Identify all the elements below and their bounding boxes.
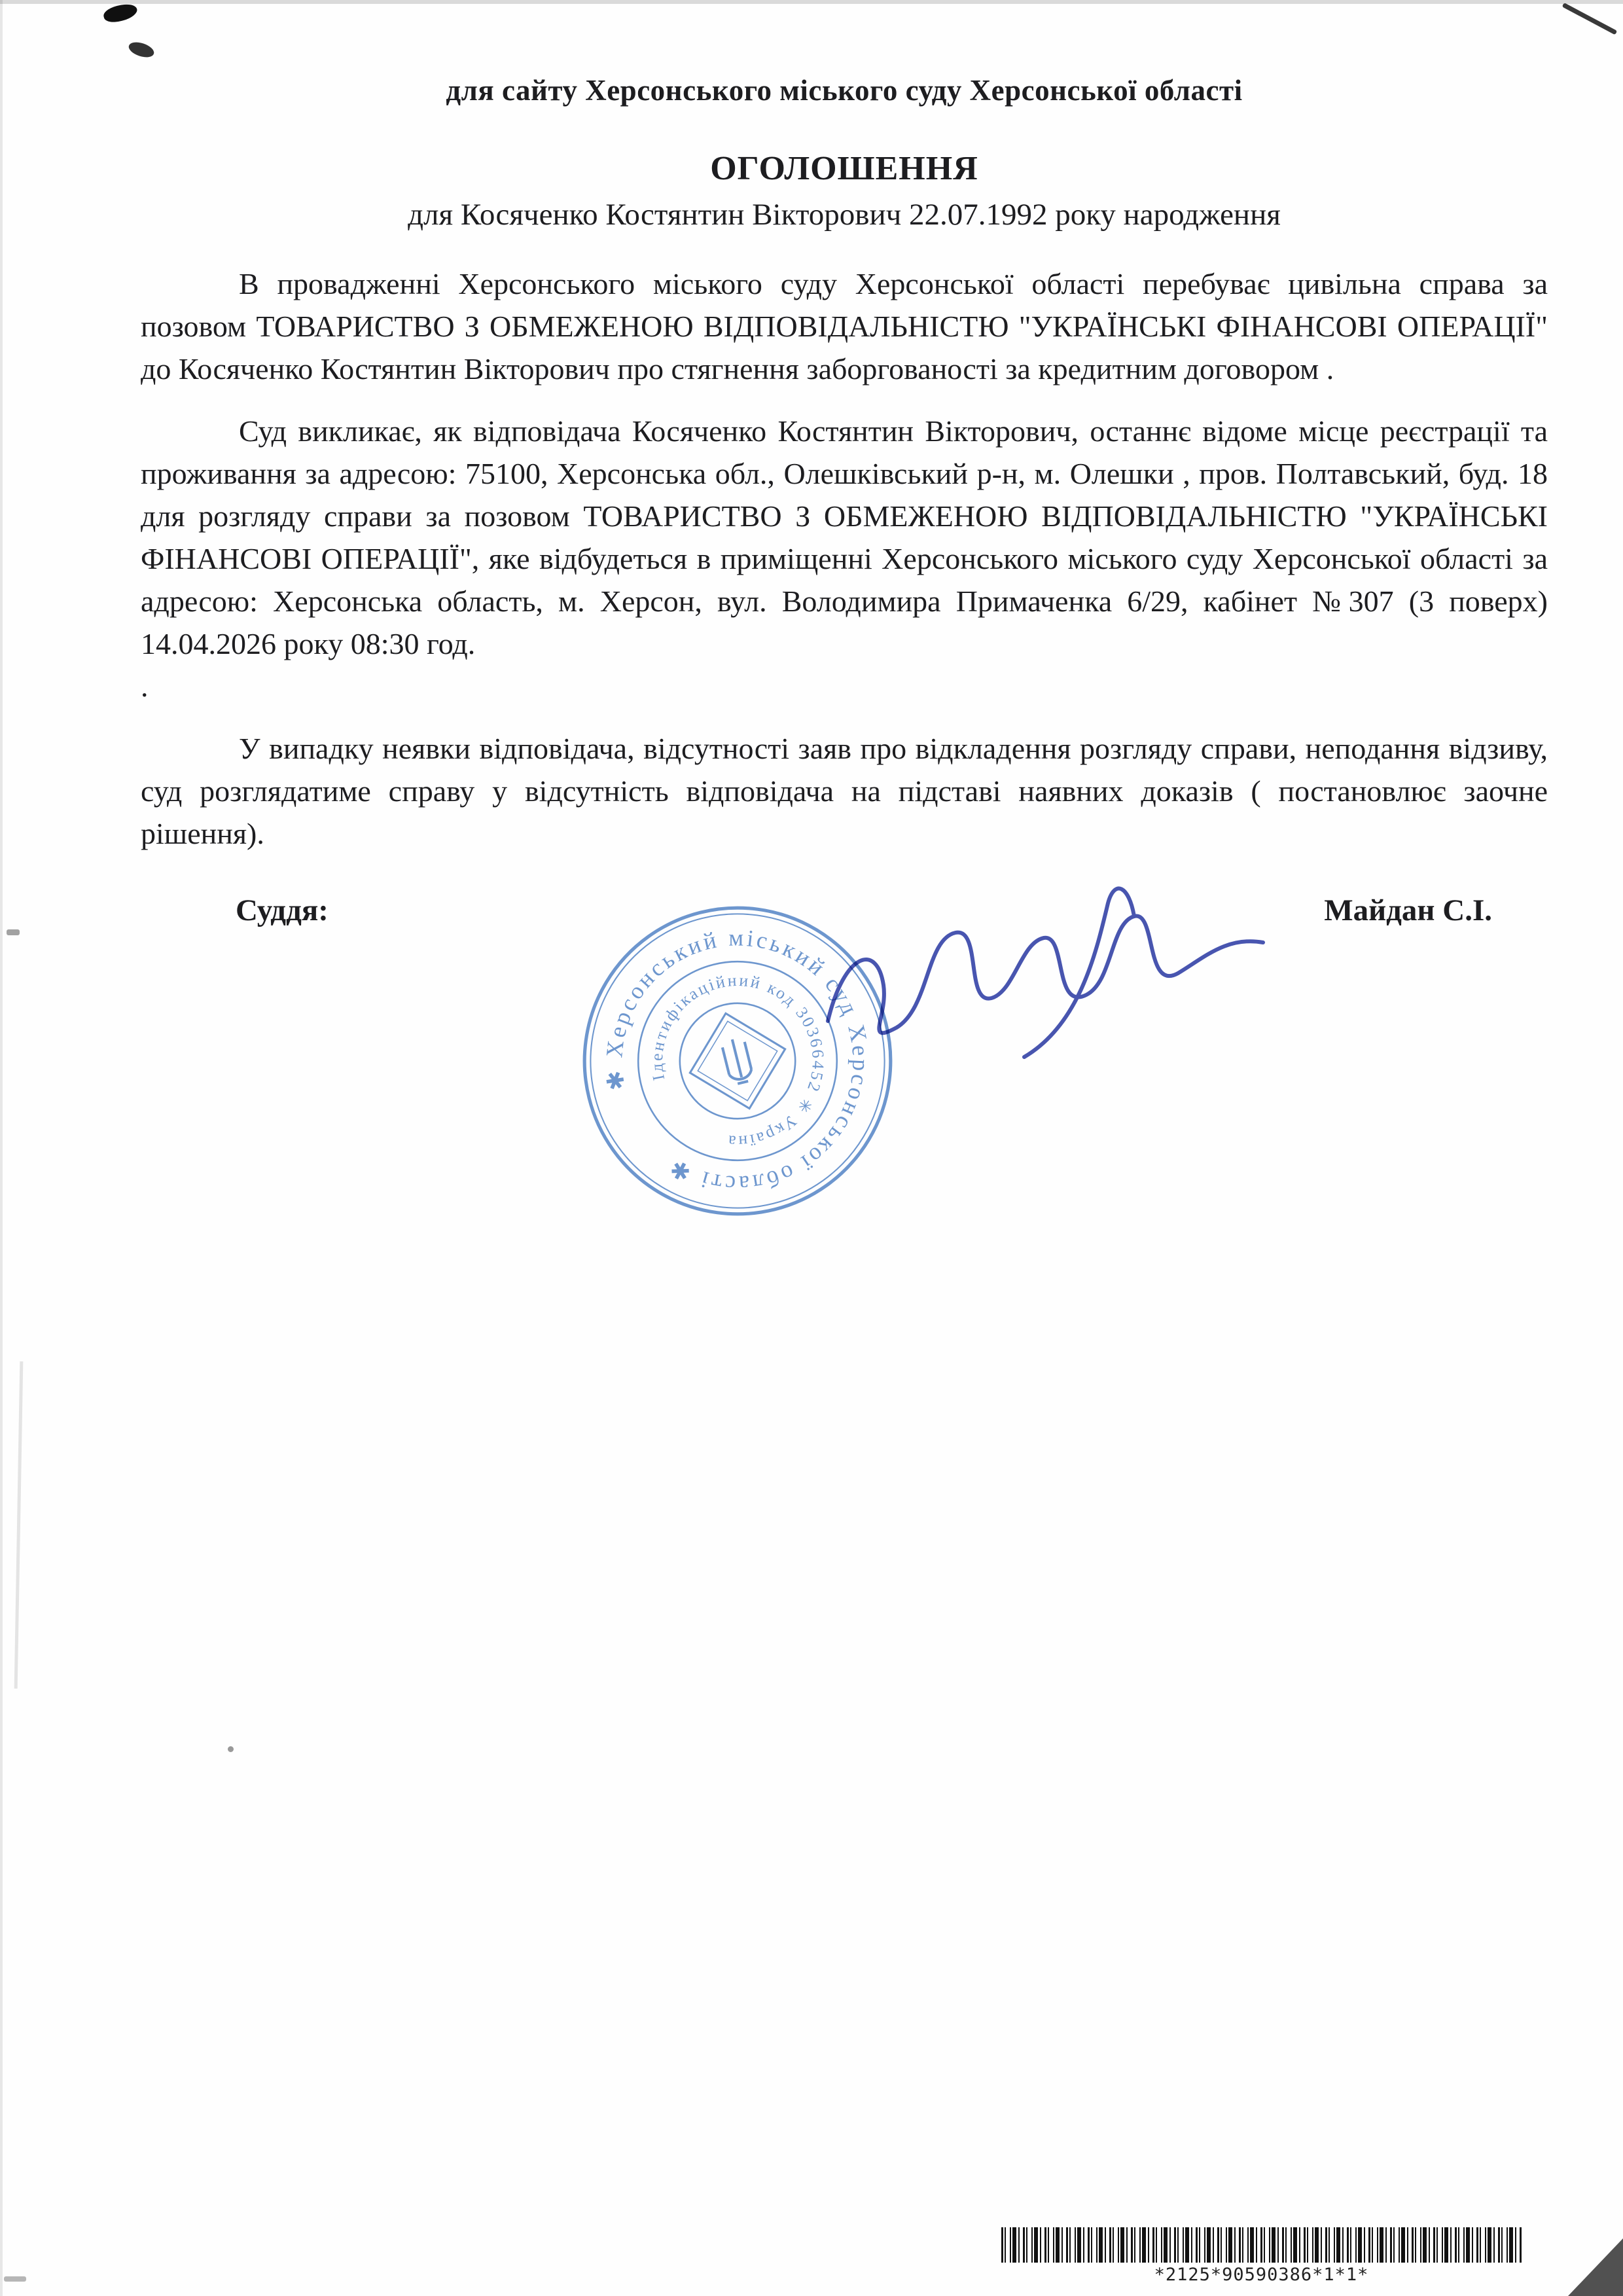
document-title: ОГОЛОШЕННЯ [710,150,978,187]
paragraph-case-intro: В провадженні Херсонського міського суду Херсонської області перебуває цивільна справа за позовом ТОВАРИСТВО З ОБМЕЖЕНОЮ ВІДПОВІДАЛЬНІСТЮ "УКРАЇНСЬКІ ФІНАНСОВІ ОПЕРАЦІЇ" до Косяченко Костянтин Вікторович про стягнення заборгованості за кредитним договором . [141,267,1548,386]
judge-name: Майдан С.І. [1324,893,1492,927]
scan-artifact-corner-fold [1568,2238,1623,2296]
barcode-bars [1001,2227,1522,2263]
barcode-label: *2125*90590386*1*1* [1154,2265,1369,2285]
document-content [0,0,1623,928]
scan-artifact-mark [4,2276,26,2282]
paragraph-stray-period: . [141,670,149,703]
stamp-inner-text: Ідентифікаційний код 30366452 ✳ Україна [647,970,829,1152]
site-header-line: для сайту Херсонського міського суду Херсонської області [446,74,1243,107]
scan-artifact-mark [7,929,20,935]
paragraph-summons: Суд викликає, як відповідача Косяченко Костянтин Вікторович, останнє відоме місце реєстрації та проживання за адресою: 75100, Херсонська обл., Олешківський р-н, м. Олешки , пров. Полтавський, буд. 18 для розгляду справи за позовом ТОВАРИСТВО З ОБМЕЖЕНОЮ ВІДПОВІДАЛЬНІСТЮ "УКРАЇНСЬКІ ФІНАНСОВІ ОПЕРАЦІЇ", яке відбудеться в приміщенні Херсонського міського суду Херсонської області за адресою: Херсонська область, м. Херсон, вул. Володимира Примаченка 6/29, кабінет №307 (3 поверх) 14.04.2026 року 08:30 год. [141,414,1548,660]
paragraph-default-warning: У випадку неявки відповідача, відсутності заяв про відкладення розгляду справи, неподання відзиву, суд розглядатиме справу у відсутність відповідача на підставі наявних доказів ( постановлює заочне рішення). [141,732,1548,850]
scan-artifact-streak [14,1361,24,1689]
scan-artifact-speck [228,1746,234,1752]
document-subtitle: для Косяченко Костянтин Вікторович 22.07.1992 року народження [408,198,1281,232]
signature-scribble [805,867,1283,1064]
judge-label: Суддя: [236,893,329,927]
stamp-ring-text: ✱ Херсонський міський суд Херсонської області ✱ [601,924,874,1198]
barcode [1001,2227,1522,2285]
